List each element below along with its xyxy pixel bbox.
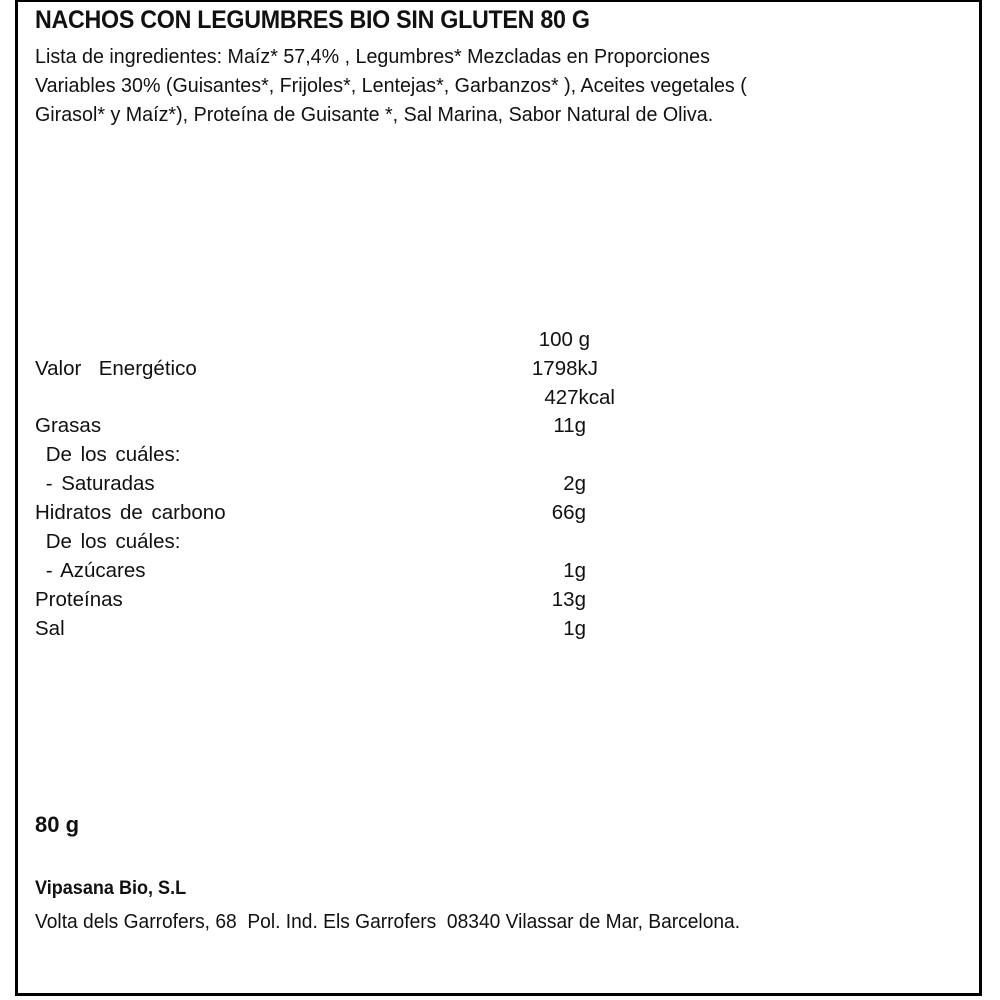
nutrition-column-header: 100 g [538,328,590,351]
nutrition-label-of-which: De los cuáles: [37,443,181,466]
nutrition-label-fat: Grasas [35,414,102,437]
nutrition-value-energy-kj: 1798kJ [531,357,598,380]
net-weight: 80 g [35,812,80,837]
nutrition-value-carbohydrates: 66g [551,501,586,524]
nutrition-label-carbohydrates: Hidratos de carbono [35,501,226,524]
nutrition-value-saturates: 2g [563,472,586,495]
ingredients-line: Variables 30% (Guisantes*, Frijoles*, Lentejas*, Garbanzos* ), Aceites vegetales ( [35,74,747,97]
manufacturer-address: Volta dels Garrofers, 68 Pol. Ind. Els Garrofers 08340 Vilassar de Mar, Barcelona. [35,911,741,933]
product-title: NACHOS CON LEGUMBRES BIO SIN GLUTEN 80 G [35,6,590,34]
ingredients-line: Girasol* y Maíz*), Proteína de Guisante *, Sal Marina, Sabor Natural de Oliva. [35,103,714,126]
label-frame [15,0,982,996]
nutrition-label-saturates: - Saturadas [37,472,155,495]
nutrition-label-salt: Sal [35,617,65,640]
nutrition-label-of-which: De los cuáles: [37,530,181,553]
nutrition-label-sugars: - Azúcares [37,559,146,582]
nutrition-value-energy-kcal: 427kcal [544,386,615,409]
nutrition-label-energy: Valor Energético [35,357,197,380]
nutrition-value-protein: 13g [551,588,586,611]
nutrition-value-sugars: 1g [563,559,586,582]
ingredients-list [35,42,975,129]
ingredients-line: Lista de ingredientes: Maíz* 57,4% , Legumbres* Mezcladas en Proporciones [35,45,710,68]
nutrition-value-salt: 1g [563,617,586,640]
manufacturer-name: Vipasana Bio, S.L [35,878,187,899]
nutrition-label-protein: Proteínas [35,588,123,611]
nutrition-value-fat: 11g [553,414,586,437]
